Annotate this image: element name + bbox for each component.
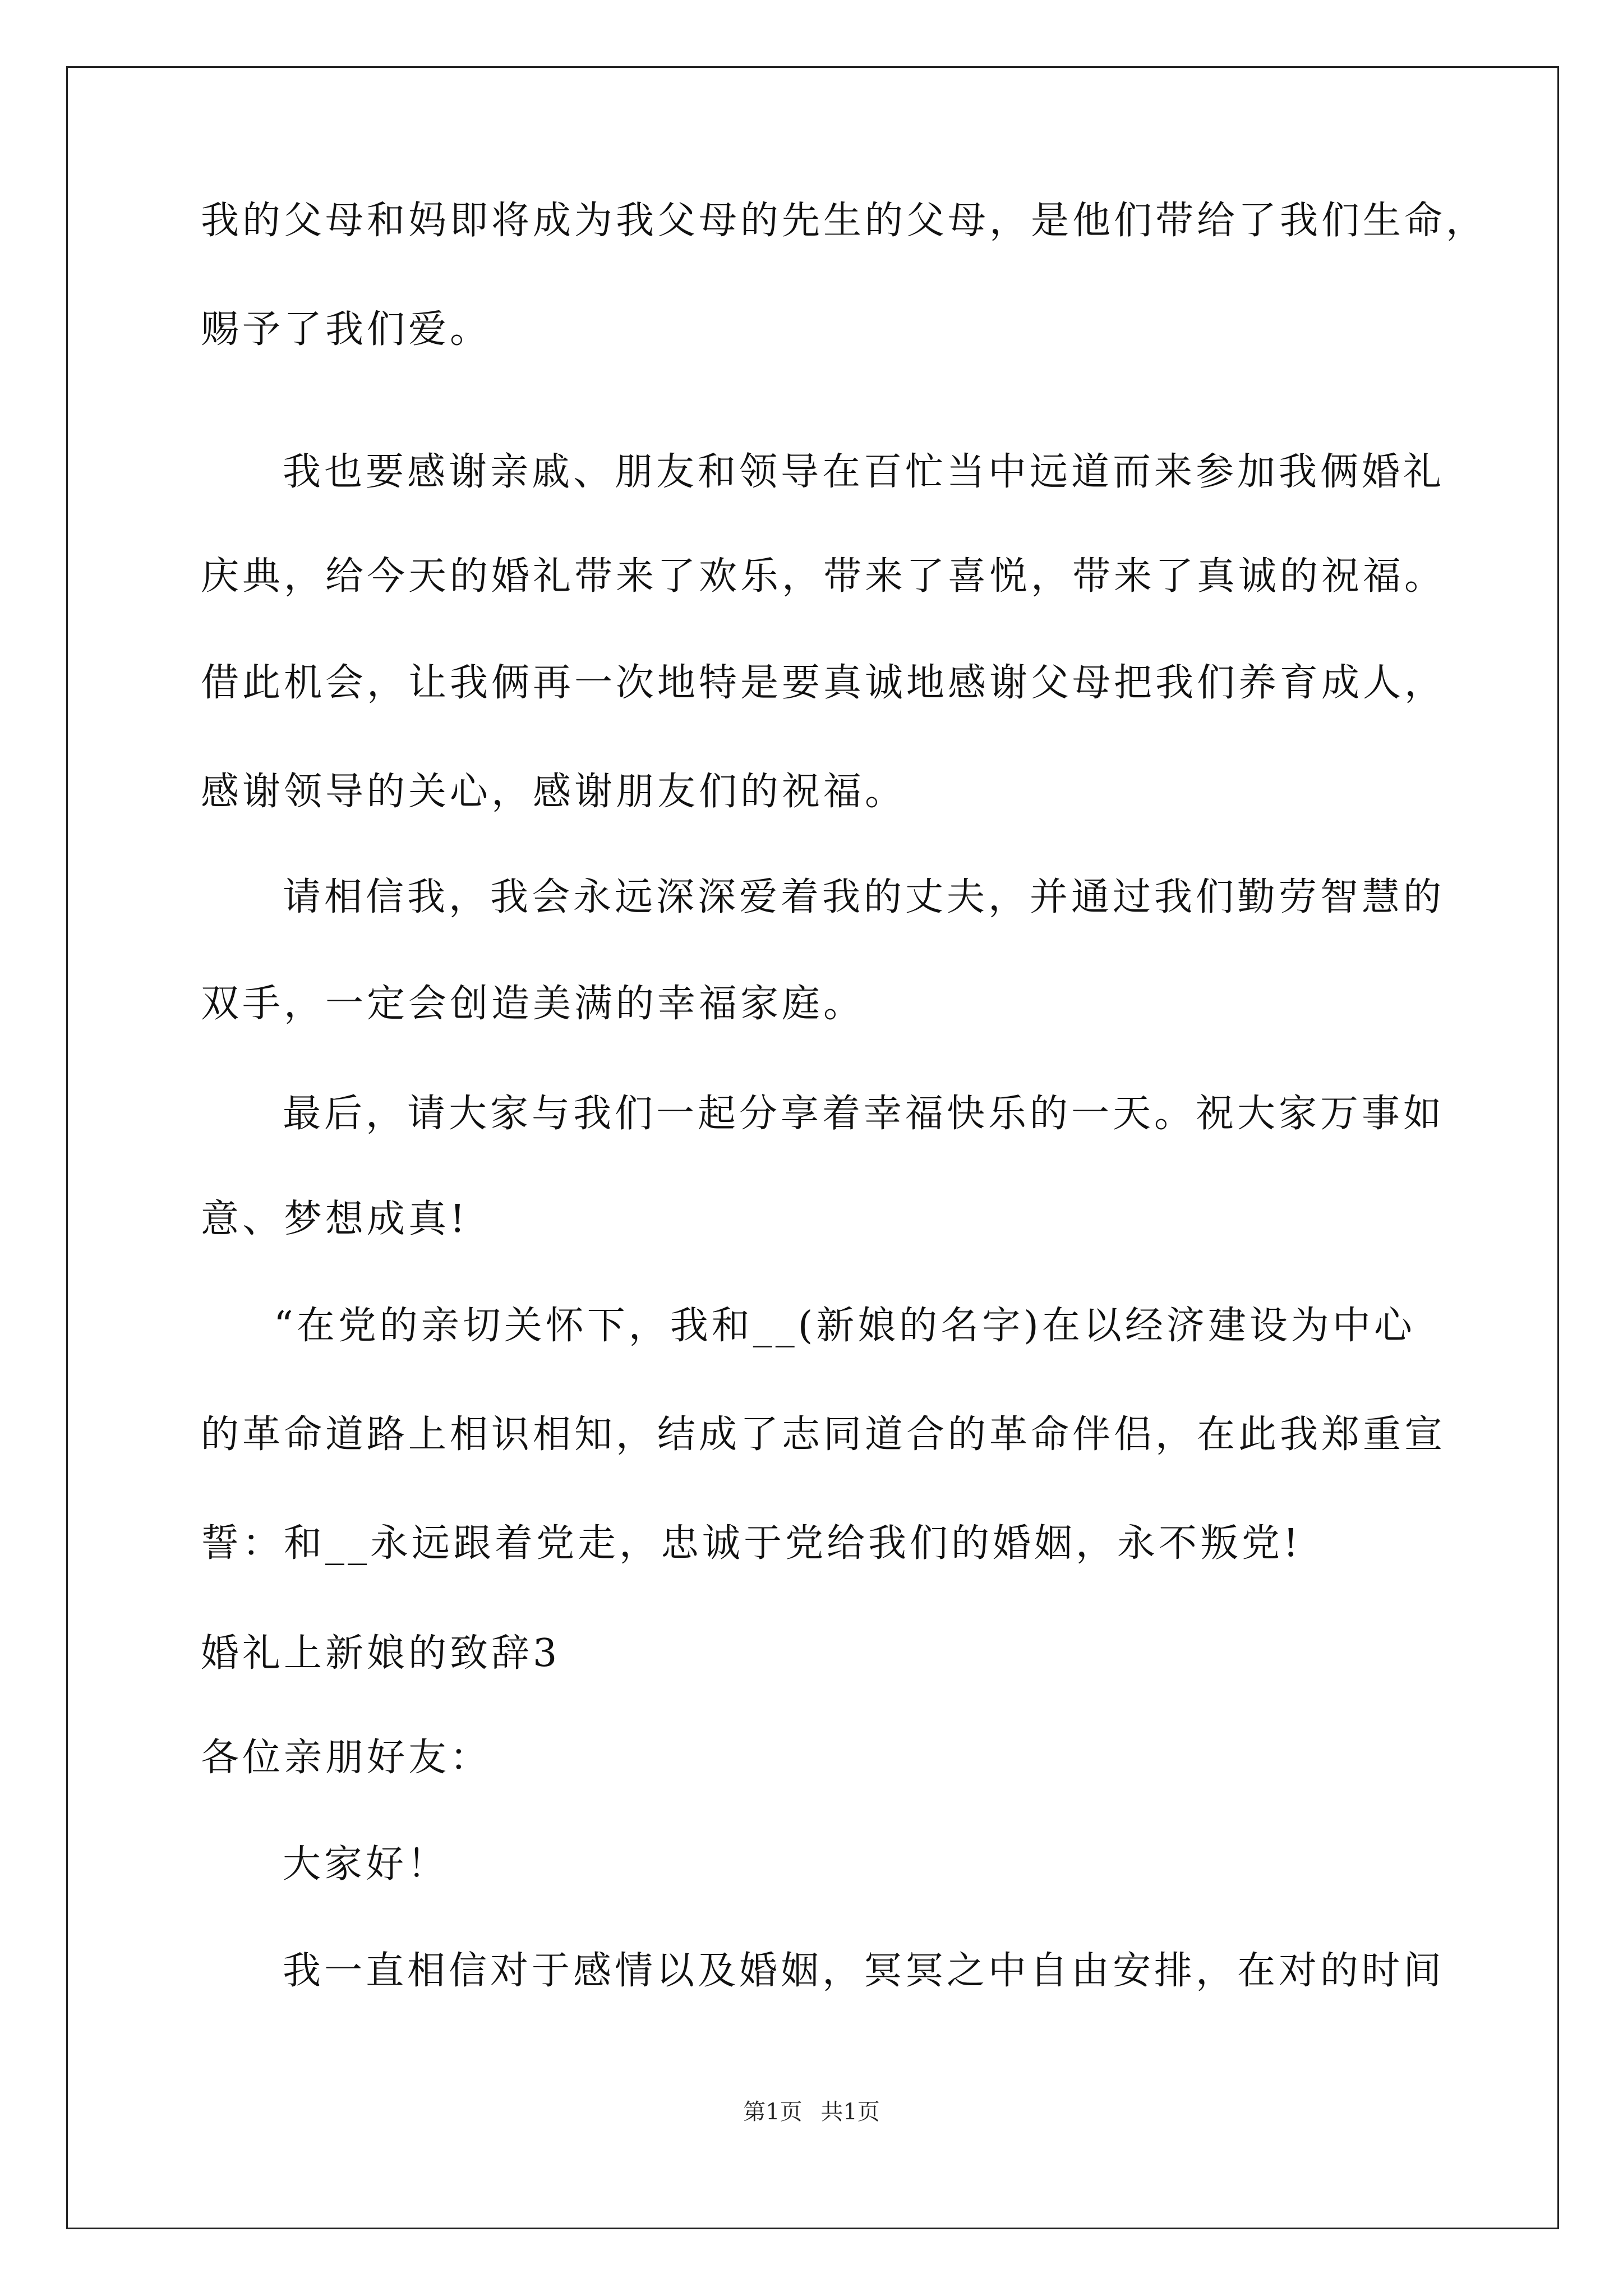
- text-line: 各位亲朋好友：: [201, 1736, 492, 1780]
- text-line: 的革命道路上相识相知，结成了志同道合的革命伴侣，在此我郑重宣: [201, 1412, 1446, 1457]
- text-line: 赐予了我们爱。: [201, 307, 492, 352]
- text-line: 我一直相信对于感情以及婚姻，冥冥之中自由安排，在对的时间: [283, 1949, 1445, 1993]
- page-border: [66, 66, 1559, 2229]
- page-number: 第1页: [743, 2099, 803, 2125]
- text-line: 庆典，给今天的婚礼带来了欢乐，带来了喜悦，带来了真诚的祝福。: [201, 554, 1446, 599]
- section-heading: 婚礼上新娘的致辞3: [201, 1631, 561, 1676]
- text-line: 双手，一定会创造美满的幸福家庭。: [201, 982, 865, 1026]
- text-line: 感谢领导的关心，感谢朋友们的祝福。: [201, 770, 907, 814]
- page-total: 共1页: [820, 2099, 880, 2125]
- text-line: 誓：和__永远跟着党走，忠诚于党给我们的婚姻，永不叛党!: [201, 1521, 1302, 1566]
- text-line: 意、梦想成真!: [201, 1197, 469, 1241]
- page-footer: [0, 2101, 1623, 2123]
- text-line: 请相信我，我会永远深深爱着我的丈夫，并通过我们勤劳智慧的: [283, 875, 1445, 919]
- text-line: “在党的亲切关怀下，我和__(新娘的名字)在以经济建设为中心: [274, 1304, 1415, 1348]
- text-line: 最后，请大家与我们一起分享着幸福快乐的一天。祝大家万事如: [283, 1092, 1445, 1136]
- text-line: 我也要感谢亲戚、朋友和领导在百忙当中远道而来参加我俩婚礼: [283, 450, 1445, 494]
- text-line: 我的父母和妈即将成为我父母的先生的父母，是他们带给了我们生命，: [201, 199, 1488, 243]
- text-line: 借此机会，让我俩再一次地特是要真诚地感谢父母把我们养育成人，: [201, 661, 1446, 705]
- text-line: 大家好！: [283, 1842, 449, 1887]
